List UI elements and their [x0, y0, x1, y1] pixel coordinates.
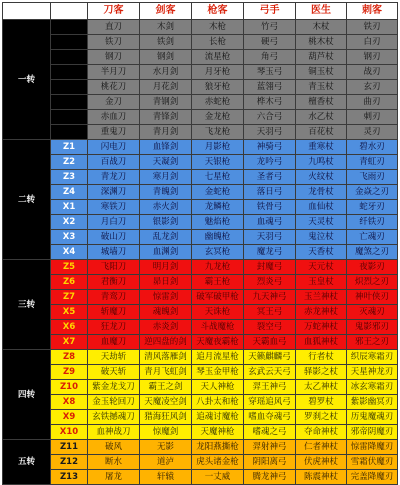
weapon-cell: 玄冥枪 — [192, 245, 244, 260]
weapon-cell: 冥王弓 — [244, 305, 296, 320]
weapon-cell: 青月飞虹剑 — [140, 365, 192, 380]
weapon-cell: 轩辕 — [140, 470, 192, 485]
weapon-cell: 硬弓 — [244, 35, 296, 50]
weapon-cell: 青虹刃 — [347, 155, 398, 170]
weapon-cell: 行者杖 — [296, 350, 347, 365]
weapon-cell: 玄武云天弓 — [244, 365, 296, 380]
row-code: X9 — [51, 410, 88, 425]
weapon-cell: 碧罗杖 — [296, 395, 347, 410]
weapon-cell: 玄刃 — [347, 80, 398, 95]
weapon-cell: 阴阳离弓 — [244, 455, 296, 470]
table-row — [3, 140, 398, 155]
weapon-cell: 亡魂刃 — [347, 230, 398, 245]
table-row — [3, 455, 398, 470]
row-code: Z8 — [51, 350, 88, 365]
weapon-cell: 雪霜伏魔刃 — [347, 455, 398, 470]
weapon-cell: 灵刃 — [347, 125, 398, 140]
equipment-table — [2, 2, 398, 485]
weapon-cell: 天霸血弓 — [244, 335, 296, 350]
weapon-cell: 血锋剑 — [140, 140, 192, 155]
weapon-cell: 夜影刃 — [347, 260, 398, 275]
weapon-cell: 魔煞之刃 — [347, 245, 398, 260]
weapon-cell: 九天神弓 — [244, 290, 296, 305]
weapon-cell: 鬼影邪刃 — [347, 320, 398, 335]
weapon-cell: 惊雷降魔刃 — [347, 440, 398, 455]
weapon-cell: 猎海狂风剑 — [140, 410, 192, 425]
row-code — [51, 80, 88, 95]
weapon-cell: 战刃 — [347, 65, 398, 80]
table-row — [3, 80, 398, 95]
weapon-cell: 曲刃 — [347, 95, 398, 110]
weapon-cell: 羿射神弓 — [244, 440, 296, 455]
weapon-cell: 魔龙弓 — [244, 245, 296, 260]
row-code: Z10 — [51, 380, 88, 395]
row-code — [51, 20, 88, 35]
weapon-cell: 赤火剑 — [140, 200, 192, 215]
weapon-cell: 飞雨刃 — [347, 170, 398, 185]
row-code: X7 — [51, 335, 88, 350]
tier-label: 一转 — [3, 20, 51, 140]
weapon-cell: 六合弓 — [244, 110, 296, 125]
weapon-cell: 玄铁撼魂刀 — [88, 410, 140, 425]
weapon-cell: 道泸 — [140, 455, 192, 470]
weapon-cell: 蓝翎弓 — [244, 80, 296, 95]
weapon-cell: 龙骨杖 — [296, 185, 347, 200]
weapon-cell: 琴玉金甲枪 — [192, 365, 244, 380]
row-code: Z13 — [51, 470, 88, 485]
row-code: Z7 — [51, 290, 88, 305]
table-row — [3, 410, 398, 425]
weapon-cell: 君衡刀 — [88, 275, 140, 290]
row-code — [51, 110, 88, 125]
weapon-cell: 金龙枪 — [192, 110, 244, 125]
weapon-cell: 惊魔剑 — [140, 425, 192, 440]
weapon-cell: 刺刃 — [347, 110, 398, 125]
weapon-cell: 落日弓 — [244, 185, 296, 200]
weapon-cell: 血魂弓 — [244, 215, 296, 230]
weapon-cell: 血狐神杖 — [296, 335, 347, 350]
header-class: 弓手 — [244, 3, 296, 20]
weapon-cell: 伏虎神杖 — [296, 455, 347, 470]
table-row — [3, 395, 398, 410]
weapon-cell: 重寒杖 — [296, 140, 347, 155]
header-code — [51, 3, 88, 20]
weapon-cell: 血神战刀 — [88, 425, 140, 440]
weapon-cell: 赤龙神杖 — [296, 305, 347, 320]
weapon-cell: 狼牙枪 — [192, 80, 244, 95]
row-code: X8 — [51, 395, 88, 410]
weapon-cell: 织辰寒霜刃 — [347, 350, 398, 365]
table-row — [3, 230, 398, 245]
weapon-cell: 月白刀 — [88, 215, 140, 230]
weapon-cell: 铁刃 — [347, 20, 398, 35]
weapon-cell: 封魔弓 — [244, 260, 296, 275]
weapon-cell: 龙鳞枪 — [192, 200, 244, 215]
weapon-cell: 钢刀 — [88, 50, 140, 65]
weapon-cell: 青魄剑 — [140, 185, 192, 200]
table-row — [3, 365, 398, 380]
row-code: X3 — [51, 230, 88, 245]
weapon-cell: 炽烈之刃 — [347, 275, 398, 290]
tier-label: 二转 — [3, 140, 51, 260]
header-class: 枪客 — [192, 3, 244, 20]
weapon-cell: 赤血刀 — [88, 110, 140, 125]
table-row — [3, 170, 398, 185]
row-code: X1 — [51, 200, 88, 215]
weapon-cell: 天银枪 — [192, 155, 244, 170]
weapon-cell: 天灵杖 — [296, 215, 347, 230]
weapon-cell: 赤炎剑 — [140, 320, 192, 335]
table-row — [3, 50, 398, 65]
row-code: Z5 — [51, 260, 88, 275]
weapon-cell: 八卦太和枪 — [192, 395, 244, 410]
table-row — [3, 200, 398, 215]
weapon-cell: 陈震神杖 — [296, 470, 347, 485]
weapon-cell: 钢刃 — [347, 50, 398, 65]
weapon-cell: 月影枪 — [192, 140, 244, 155]
row-code: Z11 — [51, 440, 88, 455]
weapon-cell: 斩魔刀 — [88, 305, 140, 320]
header-corner — [3, 3, 51, 20]
weapon-cell: 赤蛇枪 — [192, 95, 244, 110]
header-class: 剑客 — [140, 3, 192, 20]
weapon-cell: 青钢剑 — [140, 95, 192, 110]
table-row — [3, 260, 398, 275]
row-code: Z6 — [51, 275, 88, 290]
row-code — [51, 95, 88, 110]
weapon-cell: 火纹杖 — [296, 170, 347, 185]
header-class: 刀客 — [88, 3, 140, 20]
weapon-cell: 灭魂刃 — [347, 305, 398, 320]
weapon-cell: 飞阳刀 — [88, 260, 140, 275]
weapon-cell: 腾龙神弓 — [244, 470, 296, 485]
weapon-cell: 直刀 — [88, 20, 140, 35]
table-row — [3, 245, 398, 260]
weapon-cell: 龙吟弓 — [244, 155, 296, 170]
weapon-cell: 百战刀 — [88, 155, 140, 170]
weapon-cell: 血渊剑 — [140, 245, 192, 260]
weapon-cell: 闪电刀 — [88, 140, 140, 155]
table-row — [3, 275, 398, 290]
weapon-cell: 冰玄寒霜刃 — [347, 380, 398, 395]
weapon-cell: 烈炎弓 — [244, 275, 296, 290]
weapon-cell: 青鸾刀 — [88, 290, 140, 305]
weapon-cell: 紫金龙戈刀 — [88, 380, 140, 395]
table-row — [3, 440, 398, 455]
weapon-cell: 追月流星枪 — [192, 350, 244, 365]
weapon-cell: 惊雷剑 — [140, 290, 192, 305]
weapon-cell: 邪王之刃 — [347, 335, 398, 350]
table-row — [3, 350, 398, 365]
weapon-cell: 追魂讨魔枪 — [192, 410, 244, 425]
weapon-cell: 仁者神杖 — [296, 440, 347, 455]
table-row — [3, 125, 398, 140]
weapon-cell: 驿影之杖 — [296, 365, 347, 380]
weapon-cell: 青龙刀 — [88, 170, 140, 185]
weapon-cell: 血仙杖 — [296, 200, 347, 215]
weapon-cell: 木杖 — [296, 20, 347, 35]
weapon-cell: 蛇牙刃 — [347, 200, 398, 215]
table-row — [3, 335, 398, 350]
weapon-cell: 霸王枪 — [192, 275, 244, 290]
weapon-cell: 铜玉杖 — [296, 65, 347, 80]
row-code: X6 — [51, 320, 88, 335]
weapon-cell: 半月刀 — [88, 65, 140, 80]
weapon-cell: 天羽弓 — [244, 230, 296, 245]
table-row — [3, 470, 398, 485]
weapon-cell: 天魔夜霸枪 — [192, 335, 244, 350]
weapon-cell: 桃木杖 — [296, 35, 347, 50]
row-code — [51, 35, 88, 50]
weapon-cell: 木剑 — [140, 20, 192, 35]
weapon-cell: 逆四盘的剑 — [140, 335, 192, 350]
weapon-cell: 天人神枪 — [192, 380, 244, 395]
row-code: Z3 — [51, 170, 88, 185]
row-code — [51, 50, 88, 65]
weapon-cell: 桃花刀 — [88, 80, 140, 95]
weapon-cell: 纤铁刃 — [347, 215, 398, 230]
row-code: Z1 — [51, 140, 88, 155]
table-row — [3, 320, 398, 335]
weapon-cell: 穿瑶追风弓 — [244, 395, 296, 410]
row-code: Z4 — [51, 185, 88, 200]
table-row — [3, 20, 398, 35]
weapon-cell: 历鬼魔魂刃 — [347, 410, 398, 425]
weapon-cell: 破军破甲枪 — [192, 290, 244, 305]
weapon-cell: 天元杖 — [296, 260, 347, 275]
header-class: 医生 — [296, 3, 347, 20]
table-row — [3, 305, 398, 320]
weapon-cell: 飞龙枪 — [192, 125, 244, 140]
weapon-cell: 狂龙刀 — [88, 320, 140, 335]
weapon-cell: 重鬼刀 — [88, 125, 140, 140]
row-code: X10 — [51, 425, 88, 440]
weapon-cell: 天劫斩 — [88, 350, 140, 365]
weapon-cell: 碧水刃 — [347, 140, 398, 155]
weapon-cell: 天诛枪 — [192, 305, 244, 320]
weapon-cell: 鬼泣杖 — [296, 230, 347, 245]
weapon-cell: 青锋剑 — [140, 110, 192, 125]
weapon-cell: 金蛇枪 — [192, 185, 244, 200]
weapon-cell: 乱龙剑 — [140, 230, 192, 245]
weapon-cell: 水乙杖 — [296, 110, 347, 125]
weapon-cell: 铁剑 — [140, 35, 192, 50]
weapon-cell: 天香杖 — [296, 245, 347, 260]
weapon-cell: 月花剑 — [140, 80, 192, 95]
weapon-cell: 桦木弓 — [244, 95, 296, 110]
weapon-cell: 白刃 — [347, 35, 398, 50]
weapon-cell: 钢剑 — [140, 50, 192, 65]
table-row — [3, 95, 398, 110]
table-row — [3, 110, 398, 125]
weapon-cell: 昴日剑 — [140, 275, 192, 290]
weapon-cell: 龙阳燕撕枪 — [192, 440, 244, 455]
weapon-cell: 青玉杖 — [296, 80, 347, 95]
weapon-cell: 破天斩 — [88, 365, 140, 380]
weapon-cell: 万蛇神杖 — [296, 320, 347, 335]
weapon-cell: 魂魄剑 — [140, 305, 192, 320]
weapon-cell: 金焱之刃 — [347, 185, 398, 200]
row-code: Z12 — [51, 455, 88, 470]
row-code: Z2 — [51, 155, 88, 170]
table-row — [3, 65, 398, 80]
weapon-cell: 木枪 — [192, 20, 244, 35]
row-code — [51, 125, 88, 140]
weapon-cell: 破山刀 — [88, 230, 140, 245]
weapon-cell: 天籁麒麟弓 — [244, 350, 296, 365]
weapon-cell: 寒铁刀 — [88, 200, 140, 215]
weapon-cell: 玉兰神杖 — [296, 290, 347, 305]
weapon-cell: 琴玉弓 — [244, 65, 296, 80]
weapon-cell: 玉皇杖 — [296, 275, 347, 290]
weapon-cell: 水月剑 — [140, 65, 192, 80]
weapon-cell: 月牙枪 — [192, 65, 244, 80]
weapon-cell: 深渊刀 — [88, 185, 140, 200]
tier-label: 四转 — [3, 350, 51, 440]
weapon-cell: 金刀 — [88, 95, 140, 110]
weapon-cell: 紫影幽冥刃 — [347, 395, 398, 410]
weapon-cell: 天魔凌空剑 — [140, 395, 192, 410]
weapon-cell: 嗜血夺魂弓 — [244, 410, 296, 425]
weapon-cell: 天羽弓 — [244, 125, 296, 140]
row-code — [51, 65, 88, 80]
weapon-cell: 天凝剑 — [140, 155, 192, 170]
weapon-cell: 裂空弓 — [244, 320, 296, 335]
weapon-cell: 圣者弓 — [244, 170, 296, 185]
weapon-cell: 清风落雁剑 — [140, 350, 192, 365]
header-row — [3, 3, 398, 20]
weapon-cell: 完盖降魔刃 — [347, 470, 398, 485]
weapon-cell: 天魔神枪 — [192, 425, 244, 440]
table-row — [3, 215, 398, 230]
row-code: Z9 — [51, 365, 88, 380]
weapon-cell: 无影 — [140, 440, 192, 455]
tier-label: 五转 — [3, 440, 51, 485]
weapon-cell: 葫芦杖 — [296, 50, 347, 65]
weapon-cell: 一丈威 — [192, 470, 244, 485]
weapon-cell: 魅焰枪 — [192, 215, 244, 230]
weapon-cell: 虎头诸金枪 — [192, 455, 244, 470]
weapon-cell: 屠龙 — [88, 470, 140, 485]
table-row — [3, 35, 398, 50]
weapon-cell: 霸王之剑 — [140, 380, 192, 395]
row-code: X2 — [51, 215, 88, 230]
weapon-cell: 神叶侠刃 — [347, 290, 398, 305]
weapon-cell: 断水 — [88, 455, 140, 470]
weapon-cell: 罗刹之杖 — [296, 410, 347, 425]
table-row — [3, 155, 398, 170]
table-row — [3, 380, 398, 395]
row-code: X5 — [51, 305, 88, 320]
table-body — [3, 20, 398, 485]
weapon-cell: 明月剑 — [140, 260, 192, 275]
weapon-cell: 角弓 — [244, 50, 296, 65]
weapon-cell: 邪帝阴魔刃 — [347, 425, 398, 440]
weapon-cell: 幽魄枪 — [192, 230, 244, 245]
weapon-cell: 嗜魂之弓 — [244, 425, 296, 440]
weapon-cell: 百花杖 — [296, 125, 347, 140]
row-code: X4 — [51, 245, 88, 260]
weapon-cell: 羿王神弓 — [244, 380, 296, 395]
weapon-cell: 太乙神杖 — [296, 380, 347, 395]
weapon-cell: 神骑弓 — [244, 140, 296, 155]
weapon-cell: 长枪 — [192, 35, 244, 50]
weapon-cell: 寒月剑 — [140, 170, 192, 185]
weapon-cell: 青月剑 — [140, 125, 192, 140]
table-row — [3, 425, 398, 440]
weapon-cell: 七星枪 — [192, 170, 244, 185]
table-row — [3, 185, 398, 200]
weapon-cell: 铁骨弓 — [244, 200, 296, 215]
weapon-cell: 血魔刀 — [88, 335, 140, 350]
weapon-cell: 天星神龙刃 — [347, 365, 398, 380]
weapon-cell: 流星枪 — [192, 50, 244, 65]
tier-label: 三转 — [3, 260, 51, 350]
weapon-cell: 破风 — [88, 440, 140, 455]
weapon-cell: 九鸣杖 — [296, 155, 347, 170]
weapon-cell: 城墙刀 — [88, 245, 140, 260]
weapon-cell: 九龙枪 — [192, 260, 244, 275]
weapon-cell: 夺命神杖 — [296, 425, 347, 440]
weapon-cell: 铁刀 — [88, 35, 140, 50]
header-class: 刺客 — [347, 3, 398, 20]
weapon-cell: 金玉轮回刀 — [88, 395, 140, 410]
weapon-cell: 银影剑 — [140, 215, 192, 230]
weapon-cell: 竹弓 — [244, 20, 296, 35]
weapon-cell: 斗战魔枪 — [192, 320, 244, 335]
weapon-cell: 檀香杖 — [296, 95, 347, 110]
table-row — [3, 290, 398, 305]
